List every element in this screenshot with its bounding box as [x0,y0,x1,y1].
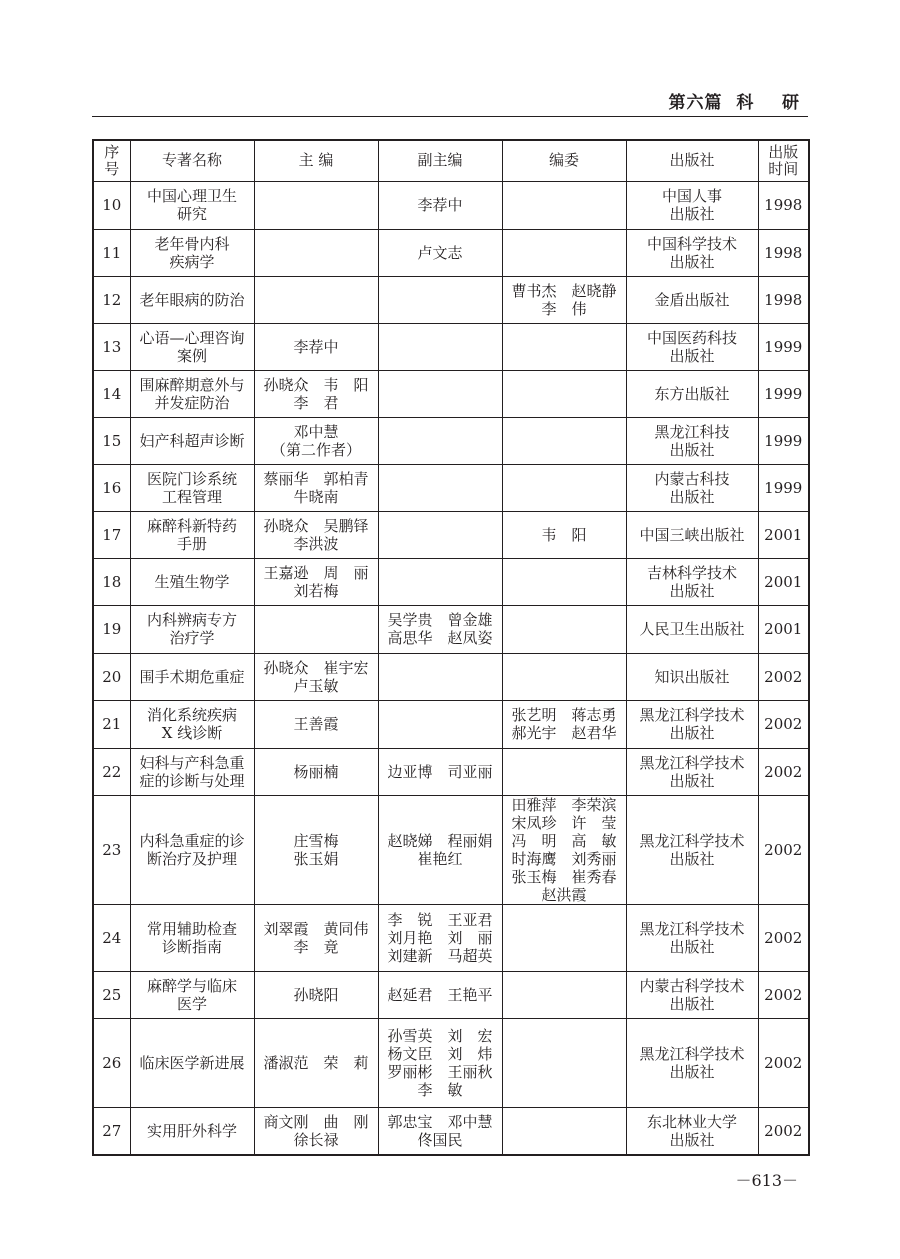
cell-text: 围麻醉期意外与 [139,375,245,394]
cell-deputy [378,700,502,748]
table-row [93,1018,809,1107]
cell-text: 临床医学新进展 [139,1053,245,1072]
cell-text: 时海鹰 刘秀丽 [511,849,617,868]
cell-text: 张玉梅 崔秀春 [511,867,617,886]
cell-publisher [626,511,758,558]
cell-text: 金盾出版社 [654,290,730,309]
cell-text: 徐长禄 [293,1130,339,1149]
cell-text: 治疗学 [169,629,215,647]
cell-text: 内蒙古科学技术 [639,976,745,995]
cell-title [130,558,254,605]
cell-year: 2002 [758,653,809,700]
cell-title [130,1107,254,1155]
cell-title [130,700,254,748]
cell-text: 麻醉学与临床 [146,976,237,995]
cell-year: 1999 [758,323,809,370]
cell-text: 案例 [176,346,207,365]
cell-deputy [378,971,502,1018]
cell-text: （第二作者） [270,440,361,459]
header-col-deputy [378,140,502,181]
cell-board [502,558,626,605]
cell-text: 出版社 [669,487,715,506]
cell-year: 1998 [758,181,809,229]
cell-text: 出版社 [669,346,715,365]
cell-text: 出版社 [669,440,715,459]
header-text: 主 编 [298,151,334,170]
cell-editor [254,464,378,511]
cell-number: 10 [93,181,130,229]
cell-board [502,1018,626,1107]
table-row [93,229,809,276]
table-row [93,700,809,748]
cell-number: 22 [93,748,130,795]
cell-board [502,605,626,653]
cell-text: 出版社 [669,1062,715,1081]
cell-title [130,417,254,464]
cell-number: 11 [93,229,130,276]
cell-text: 孙雪英 刘 宏 [387,1026,493,1045]
cell-year: 2002 [758,971,809,1018]
cell-text: 郭忠宝 邓中慧 [387,1112,493,1131]
table-row [93,370,809,417]
cell-deputy [378,181,502,229]
table-row [93,511,809,558]
cell-text: 商文刚 曲 刚 [263,1112,369,1131]
cell-number: 13 [93,323,130,370]
cell-publisher [626,700,758,748]
cell-text: 蔡丽华 郭柏青 [263,469,369,488]
cell-title [130,971,254,1018]
cell-publisher [626,464,758,511]
header-text: 序 [104,142,120,161]
cell-title [130,323,254,370]
cell-text: 李 锐 王亚君 [387,910,493,929]
cell-editor [254,181,378,229]
cell-editor [254,1107,378,1155]
cell-text: X 线诊断 [161,724,223,742]
cell-deputy [378,558,502,605]
cell-number: 15 [93,417,130,464]
cell-text: 高思华 赵凤姿 [387,629,493,647]
cell-publisher [626,417,758,464]
table-row [93,464,809,511]
cell-text: 老年眼病的防治 [139,290,245,309]
cell-text: 李洪波 [293,534,339,553]
cell-board [502,276,626,323]
header-col-editor [254,140,378,181]
header-text: 号 [104,159,120,178]
cell-text: 赵洪霞 [541,885,587,904]
cell-board [502,323,626,370]
section-title: 第六篇 科 研 [668,93,800,113]
cell-text: 吉林科学技术 [646,563,737,582]
cell-text: 宋凤珍 许 莹 [511,813,617,832]
cell-text: 中国医药科技 [646,328,737,347]
cell-title [130,748,254,795]
cell-deputy [378,748,502,795]
table-row [93,748,809,795]
cell-publisher [626,558,758,605]
cell-board [502,370,626,417]
cell-text: 症的诊断与处理 [139,771,245,790]
cell-text: 佟国民 [417,1130,463,1149]
cell-title [130,653,254,700]
cell-board [502,653,626,700]
cell-year: 2002 [758,700,809,748]
cell-editor [254,370,378,417]
cell-publisher [626,653,758,700]
cell-publisher [626,181,758,229]
cell-text: 心语—心理咨询 [139,328,245,347]
cell-text: 孙晓众 韦 阳 [263,375,369,394]
cell-deputy [378,323,502,370]
cell-text: 疾病学 [169,252,215,271]
cell-editor [254,511,378,558]
cell-deputy [378,464,502,511]
cell-text: 郝光宇 赵君华 [511,724,617,742]
cell-board [502,464,626,511]
monograph-table [92,139,810,1156]
cell-title [130,904,254,971]
cell-text: 实用肝外科学 [146,1121,237,1140]
cell-title [130,511,254,558]
table-row [93,276,809,323]
table-header-row [93,140,809,181]
header-text: 时间 [768,159,799,178]
cell-text: 赵延君 王艳平 [387,985,493,1004]
cell-title [130,795,254,904]
cell-text: 韦 阳 [541,525,587,544]
cell-text: 老年骨内科 [154,234,230,253]
cell-text: 卢文志 [417,243,463,262]
cell-number: 14 [93,370,130,417]
cell-editor [254,605,378,653]
cell-deputy [378,276,502,323]
cell-title [130,370,254,417]
cell-editor [254,1018,378,1107]
header-text: 专著名称 [161,151,222,170]
cell-text: 手册 [176,534,207,553]
cell-text: 卢玉敏 [293,676,339,695]
cell-number: 24 [93,904,130,971]
cell-title [130,464,254,511]
cell-text: 刘翠霞 黄同伟 [263,919,369,938]
cell-deputy [378,229,502,276]
cell-text: 内科辨病专方 [146,611,237,629]
cell-deputy [378,370,502,417]
cell-text: 围手术期危重症 [139,667,245,686]
cell-publisher [626,323,758,370]
cell-editor [254,417,378,464]
cell-text: 孙晓众 吴鹏铎 [263,516,369,535]
cell-text: 王嘉逊 周 丽 [263,563,369,582]
cell-text: 医院门诊系统 [146,469,237,488]
cell-text: 中国科学技术 [646,234,737,253]
cell-board [502,1107,626,1155]
page-number: －613－ [735,1171,798,1190]
cell-text: 黑龙江科学技术 [639,706,745,724]
cell-text: 麻醉科新特药 [146,516,237,535]
cell-text: 妇产科超声诊断 [139,431,245,450]
cell-text: 杨丽楠 [293,762,339,781]
header-text: 出版 [768,142,799,161]
cell-board [502,417,626,464]
cell-year: 1998 [758,276,809,323]
cell-number: 12 [93,276,130,323]
cell-text: 妇科与产科急重 [139,753,245,772]
cell-number: 21 [93,700,130,748]
cell-year: 2001 [758,558,809,605]
cell-number: 23 [93,795,130,904]
cell-publisher [626,229,758,276]
cell-text: 黑龙江科学技术 [639,919,745,938]
cell-year: 2001 [758,605,809,653]
cell-text: 出版社 [669,205,715,223]
cell-text: 冯 明 高 敏 [511,831,617,850]
header-col-board [502,140,626,181]
cell-deputy [378,653,502,700]
cell-year: 2002 [758,1107,809,1155]
cell-editor [254,323,378,370]
cell-text: 常用辅助检查 [146,919,237,938]
cell-deputy [378,511,502,558]
cell-text: 赵晓娣 程丽娟 [387,831,493,850]
cell-publisher [626,605,758,653]
cell-text: 黑龙江科学技术 [639,753,745,772]
cell-text: 吴学贵 曾金雄 [387,611,493,629]
cell-deputy [378,795,502,904]
cell-year: 2002 [758,1018,809,1107]
cell-text: 张玉娟 [293,849,339,868]
cell-deputy [378,417,502,464]
header-text: 副主编 [417,151,463,170]
cell-text: 刘若梅 [293,581,339,600]
cell-deputy [378,904,502,971]
cell-board [502,229,626,276]
table-row [93,181,809,229]
cell-text: 断治疗及护理 [146,849,237,868]
cell-number: 25 [93,971,130,1018]
table-row [93,323,809,370]
cell-board [502,511,626,558]
cell-editor [254,904,378,971]
cell-text: 消化系统疾病 [146,706,237,724]
cell-text: 孙晓阳 [293,985,339,1004]
cell-text: 出版社 [669,994,715,1013]
header-text: 编委 [548,151,579,170]
table-row [93,417,809,464]
cell-publisher [626,276,758,323]
table-row [93,653,809,700]
cell-year: 2002 [758,904,809,971]
cell-text: 李荐中 [293,337,339,356]
cell-year: 2002 [758,795,809,904]
cell-title [130,181,254,229]
table-row [93,971,809,1018]
cell-text: 出版社 [669,937,715,956]
cell-text: 生殖生物学 [154,572,230,591]
cell-text: 刘建新 马超英 [387,946,493,965]
cell-publisher [626,1018,758,1107]
cell-text: 出版社 [669,581,715,600]
cell-text: 邓中慧 [293,422,339,441]
cell-board [502,795,626,904]
cell-year: 1999 [758,417,809,464]
cell-year: 1999 [758,370,809,417]
cell-publisher [626,1107,758,1155]
cell-text: 黑龙江科学技术 [639,1044,745,1063]
cell-text: 出版社 [669,1130,715,1149]
cell-text: 黑龙江科学技术 [639,831,745,850]
cell-text: 工程管理 [161,487,222,506]
cell-title [130,1018,254,1107]
cell-text: 曹书杰 赵晓静 [511,281,617,300]
cell-text: 人民卫生出版社 [639,620,745,638]
table-row [93,1107,809,1155]
cell-year: 2002 [758,748,809,795]
table-row [93,605,809,653]
cell-text: 罗丽彬 王丽秋 [387,1062,493,1081]
cell-text: 李 君 [293,393,339,412]
cell-number: 27 [93,1107,130,1155]
cell-year: 1998 [758,229,809,276]
cell-text: 牛晓南 [293,487,339,506]
cell-text: 医学 [176,994,207,1013]
cell-title [130,276,254,323]
cell-deputy [378,1107,502,1155]
cell-text: 并发症防治 [154,393,230,412]
cell-publisher [626,748,758,795]
header-col-title [130,140,254,181]
cell-number: 16 [93,464,130,511]
cell-text: 孙晓众 崔宇宏 [263,658,369,677]
cell-text: 内蒙古科技 [654,469,730,488]
cell-editor [254,700,378,748]
cell-publisher [626,795,758,904]
cell-text: 知识出版社 [654,667,730,686]
cell-text: 出版社 [669,252,715,271]
cell-publisher [626,904,758,971]
cell-title [130,229,254,276]
cell-number: 17 [93,511,130,558]
cell-editor [254,748,378,795]
cell-text: 中国三峡出版社 [639,525,745,544]
cell-text: 李 敏 [417,1080,463,1099]
header-rule [92,116,808,117]
cell-year: 1999 [758,464,809,511]
cell-board [502,748,626,795]
cell-text: 黑龙江科技 [654,422,730,441]
cell-text: 刘月艳 刘 丽 [387,928,493,947]
cell-editor [254,795,378,904]
cell-number: 18 [93,558,130,605]
header-col-publisher [626,140,758,181]
cell-text: 崔艳红 [417,849,463,868]
cell-text: 庄雪梅 [293,831,339,850]
cell-publisher [626,370,758,417]
cell-text: 李 伟 [541,299,587,318]
cell-text: 张艺明 蒋志勇 [511,706,617,724]
cell-year: 2001 [758,511,809,558]
cell-text: 潘淑范 荣 莉 [263,1053,369,1072]
cell-board [502,971,626,1018]
cell-title [130,605,254,653]
cell-board [502,904,626,971]
cell-editor [254,276,378,323]
cell-text: 出版社 [669,849,715,868]
cell-number: 19 [93,605,130,653]
table-row [93,904,809,971]
cell-text: 东北林业大学 [646,1112,737,1131]
cell-board [502,700,626,748]
cell-deputy [378,1018,502,1107]
cell-text: 中国心理卫生 [146,187,237,205]
cell-text: 边亚博 司亚丽 [387,762,493,781]
cell-editor [254,229,378,276]
cell-number: 26 [93,1018,130,1107]
cell-text: 东方出版社 [654,384,730,403]
cell-text: 李荐中 [417,196,463,214]
header-col-year [758,140,809,181]
cell-board [502,181,626,229]
header-text: 出版社 [669,151,715,170]
cell-editor [254,971,378,1018]
header-col-number [93,140,130,181]
cell-text: 内科急重症的诊 [139,831,245,850]
cell-number: 20 [93,653,130,700]
cell-publisher [626,971,758,1018]
cell-text: 杨文臣 刘 炜 [387,1044,493,1063]
cell-text: 诊断指南 [161,937,222,956]
cell-deputy [378,605,502,653]
cell-text: 出版社 [669,724,715,742]
cell-text: 田雅萍 李荣滨 [511,795,617,814]
cell-editor [254,653,378,700]
cell-text: 王善霞 [293,715,339,733]
cell-text: 中国人事 [661,187,722,205]
cell-text: 出版社 [669,771,715,790]
cell-editor [254,558,378,605]
table-row [93,795,809,904]
table-row [93,558,809,605]
cell-text: 研究 [176,205,207,223]
cell-text: 李 竟 [293,937,339,956]
